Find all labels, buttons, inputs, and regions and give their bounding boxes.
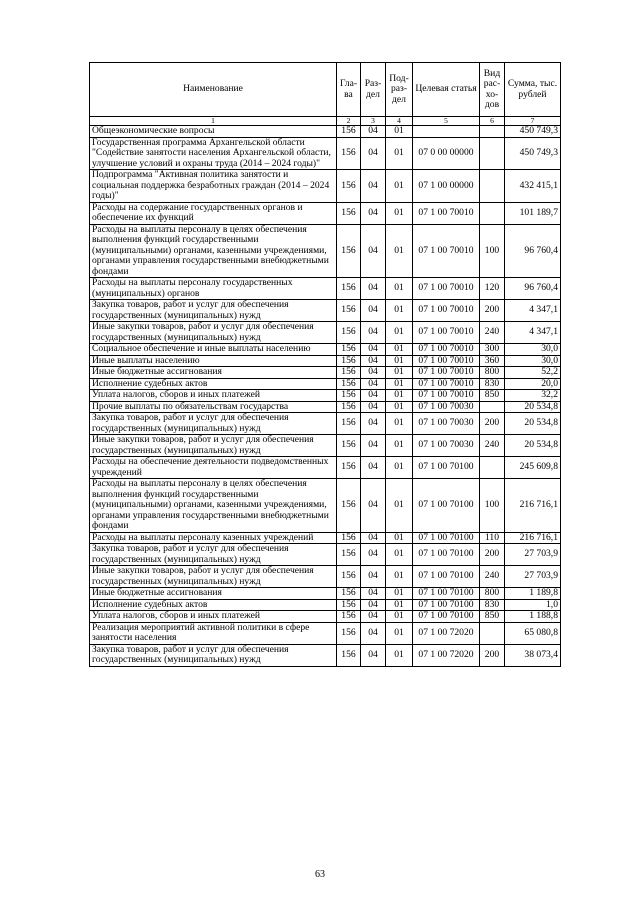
page-number: 63 bbox=[315, 869, 325, 880]
table-row bbox=[90, 566, 561, 588]
row-target: 07 1 00 70010 bbox=[413, 367, 480, 379]
row-target: 07 1 00 70100 bbox=[413, 544, 480, 566]
row-sum: 450 749,3 bbox=[505, 126, 561, 138]
row-target: 07 1 00 70010 bbox=[413, 390, 480, 402]
table-row bbox=[90, 224, 561, 278]
row-podrazdel: 01 bbox=[386, 413, 413, 435]
row-razdel: 04 bbox=[361, 599, 386, 611]
row-sum: 216 716,1 bbox=[505, 479, 561, 533]
row-glava: 156 bbox=[337, 611, 361, 623]
row-razdel: 04 bbox=[361, 611, 386, 623]
row-glava: 156 bbox=[337, 126, 361, 138]
row-sum: 38 073,4 bbox=[505, 644, 561, 666]
row-sum: 20,0 bbox=[505, 378, 561, 390]
row-target: 07 1 00 70010 bbox=[413, 378, 480, 390]
row-target: 07 1 00 70030 bbox=[413, 413, 480, 435]
row-podrazdel: 01 bbox=[386, 355, 413, 367]
row-vid: 200 bbox=[480, 544, 505, 566]
header-razdel: Раз-дел bbox=[361, 63, 386, 117]
row-sum: 1 189,8 bbox=[505, 588, 561, 600]
row-podrazdel: 01 bbox=[386, 401, 413, 413]
table-row bbox=[90, 126, 561, 138]
row-vid: 200 bbox=[480, 413, 505, 435]
row-razdel: 04 bbox=[361, 367, 386, 379]
row-sum: 27 703,9 bbox=[505, 544, 561, 566]
header-sum: Сумма, тыс. рублей bbox=[505, 63, 561, 117]
row-target: 07 1 00 70010 bbox=[413, 300, 480, 322]
row-target: 07 1 00 70010 bbox=[413, 322, 480, 344]
row-name: Закупка товаров, работ и услуг для обеспечения государственных (муниципальных) нужд bbox=[90, 644, 337, 666]
row-target: 07 1 00 70100 bbox=[413, 532, 480, 544]
row-vid: 120 bbox=[480, 278, 505, 300]
row-name: Закупка товаров, работ и услуг для обеспечения государственных (муниципальных) нужд bbox=[90, 544, 337, 566]
row-sum: 450 749,3 bbox=[505, 137, 561, 170]
row-podrazdel: 01 bbox=[386, 611, 413, 623]
row-sum: 1,0 bbox=[505, 599, 561, 611]
row-razdel: 04 bbox=[361, 544, 386, 566]
row-vid: 100 bbox=[480, 224, 505, 278]
row-target: 07 1 00 72020 bbox=[413, 644, 480, 666]
row-podrazdel: 01 bbox=[386, 532, 413, 544]
table-row bbox=[90, 202, 561, 224]
row-razdel: 04 bbox=[361, 355, 386, 367]
row-glava: 156 bbox=[337, 413, 361, 435]
row-target: 07 1 00 70100 bbox=[413, 588, 480, 600]
table-row bbox=[90, 137, 561, 170]
row-target bbox=[413, 126, 480, 138]
row-target: 07 1 00 70100 bbox=[413, 599, 480, 611]
row-vid: 200 bbox=[480, 300, 505, 322]
row-target: 07 1 00 70100 bbox=[413, 611, 480, 623]
row-vid: 800 bbox=[480, 367, 505, 379]
row-glava: 156 bbox=[337, 202, 361, 224]
row-name: Закупка товаров, работ и услуг для обеспечения государственных (муниципальных) нужд bbox=[90, 300, 337, 322]
row-razdel: 04 bbox=[361, 378, 386, 390]
table-row bbox=[90, 278, 561, 300]
row-glava: 156 bbox=[337, 278, 361, 300]
header-name: Наименование bbox=[90, 63, 337, 117]
row-podrazdel: 01 bbox=[386, 126, 413, 138]
table-body bbox=[90, 126, 561, 667]
row-name: Реализация мероприятий активной политики в сфере занятости населения bbox=[90, 622, 337, 644]
row-target: 07 0 00 00000 bbox=[413, 137, 480, 170]
row-podrazdel: 01 bbox=[386, 390, 413, 402]
row-razdel: 04 bbox=[361, 137, 386, 170]
table-row bbox=[90, 390, 561, 402]
row-glava: 156 bbox=[337, 532, 361, 544]
row-razdel: 04 bbox=[361, 457, 386, 479]
row-glava: 156 bbox=[337, 599, 361, 611]
row-target: 07 1 00 70010 bbox=[413, 344, 480, 356]
row-target: 07 1 00 70010 bbox=[413, 278, 480, 300]
row-razdel: 04 bbox=[361, 224, 386, 278]
row-podrazdel: 01 bbox=[386, 622, 413, 644]
row-glava: 156 bbox=[337, 544, 361, 566]
row-glava: 156 bbox=[337, 224, 361, 278]
table-row bbox=[90, 532, 561, 544]
budget-table bbox=[89, 62, 561, 667]
row-name: Социальное обеспечение и иные выплаты населению bbox=[90, 344, 337, 356]
row-vid: 800 bbox=[480, 588, 505, 600]
row-glava: 156 bbox=[337, 644, 361, 666]
row-razdel: 04 bbox=[361, 344, 386, 356]
table-row bbox=[90, 611, 561, 623]
row-podrazdel: 01 bbox=[386, 435, 413, 457]
row-glava: 156 bbox=[337, 137, 361, 170]
row-podrazdel: 01 bbox=[386, 588, 413, 600]
row-name: Государственная программа Архангельской области "Содействие занятости населения Архангельской области, улучшение условий и охраны труда (2014 – 2024 годы)" bbox=[90, 137, 337, 170]
row-glava: 156 bbox=[337, 300, 361, 322]
row-name: Иные выплаты населению bbox=[90, 355, 337, 367]
row-vid bbox=[480, 401, 505, 413]
table-row bbox=[90, 588, 561, 600]
row-vid bbox=[480, 202, 505, 224]
row-sum: 96 760,4 bbox=[505, 224, 561, 278]
row-target: 07 1 00 72020 bbox=[413, 622, 480, 644]
row-podrazdel: 01 bbox=[386, 344, 413, 356]
row-name: Иные закупки товаров, работ и услуг для обеспечения государственных (муниципальных) нужд bbox=[90, 322, 337, 344]
row-glava: 156 bbox=[337, 344, 361, 356]
row-vid: 240 bbox=[480, 566, 505, 588]
row-glava: 156 bbox=[337, 622, 361, 644]
row-glava: 156 bbox=[337, 322, 361, 344]
row-vid: 240 bbox=[480, 322, 505, 344]
row-glava: 156 bbox=[337, 479, 361, 533]
row-glava: 156 bbox=[337, 355, 361, 367]
header-row bbox=[90, 63, 561, 117]
row-vid: 830 bbox=[480, 599, 505, 611]
row-vid: 850 bbox=[480, 390, 505, 402]
table-row bbox=[90, 544, 561, 566]
row-name: Подпрограмма "Активная политика занятости и социальная поддержка безработных граждан (2014 – 2024 годы)" bbox=[90, 170, 337, 203]
row-razdel: 04 bbox=[361, 126, 386, 138]
row-sum: 52,2 bbox=[505, 367, 561, 379]
row-razdel: 04 bbox=[361, 532, 386, 544]
row-sum: 65 080,8 bbox=[505, 622, 561, 644]
header-vid: Вид рас-хо-дов bbox=[480, 63, 505, 117]
row-vid: 360 bbox=[480, 355, 505, 367]
table-row bbox=[90, 300, 561, 322]
column-number: 1 bbox=[90, 117, 337, 126]
row-vid: 850 bbox=[480, 611, 505, 623]
row-razdel: 04 bbox=[361, 170, 386, 203]
row-target: 07 1 00 70030 bbox=[413, 435, 480, 457]
row-vid: 110 bbox=[480, 532, 505, 544]
row-podrazdel: 01 bbox=[386, 170, 413, 203]
row-podrazdel: 01 bbox=[386, 300, 413, 322]
row-sum: 96 760,4 bbox=[505, 278, 561, 300]
row-target: 07 1 00 70100 bbox=[413, 457, 480, 479]
row-razdel: 04 bbox=[361, 202, 386, 224]
row-name: Расходы на выплаты персоналу в целях обеспечения выполнения функций государственными (муниципальными) органами, казенными учреждениями, органами управления государственными внебюджетными фондами bbox=[90, 479, 337, 533]
row-name: Закупка товаров, работ и услуг для обеспечения государственных (муниципальных) нужд bbox=[90, 413, 337, 435]
row-razdel: 04 bbox=[361, 413, 386, 435]
row-name: Иные бюджетные ассигнования bbox=[90, 367, 337, 379]
row-glava: 156 bbox=[337, 390, 361, 402]
row-name: Расходы на выплаты персоналу казенных учреждений bbox=[90, 532, 337, 544]
row-razdel: 04 bbox=[361, 479, 386, 533]
row-sum: 20 534,8 bbox=[505, 435, 561, 457]
column-number: 3 bbox=[361, 117, 386, 126]
row-name: Исполнение судебных актов bbox=[90, 378, 337, 390]
column-number: 5 bbox=[413, 117, 480, 126]
row-glava: 156 bbox=[337, 170, 361, 203]
row-podrazdel: 01 bbox=[386, 322, 413, 344]
table-row bbox=[90, 367, 561, 379]
row-razdel: 04 bbox=[361, 278, 386, 300]
row-vid: 100 bbox=[480, 479, 505, 533]
row-name: Прочие выплаты по обязательствам государства bbox=[90, 401, 337, 413]
row-sum: 27 703,9 bbox=[505, 566, 561, 588]
row-vid: 200 bbox=[480, 644, 505, 666]
column-number: 6 bbox=[480, 117, 505, 126]
row-vid bbox=[480, 170, 505, 203]
row-podrazdel: 01 bbox=[386, 202, 413, 224]
row-sum: 30,0 bbox=[505, 344, 561, 356]
row-razdel: 04 bbox=[361, 588, 386, 600]
row-sum: 30,0 bbox=[505, 355, 561, 367]
row-podrazdel: 01 bbox=[386, 367, 413, 379]
row-vid: 300 bbox=[480, 344, 505, 356]
row-podrazdel: 01 bbox=[386, 378, 413, 390]
row-razdel: 04 bbox=[361, 300, 386, 322]
row-name: Иные бюджетные ассигнования bbox=[90, 588, 337, 600]
table-row bbox=[90, 622, 561, 644]
row-sum: 4 347,1 bbox=[505, 322, 561, 344]
row-glava: 156 bbox=[337, 378, 361, 390]
table-row bbox=[90, 344, 561, 356]
table-row bbox=[90, 322, 561, 344]
row-sum: 245 609,8 bbox=[505, 457, 561, 479]
row-podrazdel: 01 bbox=[386, 224, 413, 278]
row-sum: 1 188,8 bbox=[505, 611, 561, 623]
row-razdel: 04 bbox=[361, 566, 386, 588]
table-row bbox=[90, 479, 561, 533]
row-vid: 240 bbox=[480, 435, 505, 457]
row-name: Иные закупки товаров, работ и услуг для обеспечения государственных (муниципальных) нужд bbox=[90, 435, 337, 457]
row-podrazdel: 01 bbox=[386, 278, 413, 300]
row-vid bbox=[480, 457, 505, 479]
table-row bbox=[90, 170, 561, 203]
row-name: Общеэкономические вопросы bbox=[90, 126, 337, 138]
row-sum: 4 347,1 bbox=[505, 300, 561, 322]
table-row bbox=[90, 355, 561, 367]
header-target: Целевая статья bbox=[413, 63, 480, 117]
row-target: 07 1 00 70010 bbox=[413, 355, 480, 367]
row-name: Уплата налогов, сборов и иных платежей bbox=[90, 611, 337, 623]
row-name: Расходы на выплаты персоналу в целях обеспечения выполнения функций государственными (муниципальными) органами, казенными учреждениями, органами управления государственными внебюджетными фондами bbox=[90, 224, 337, 278]
table-row bbox=[90, 378, 561, 390]
row-podrazdel: 01 bbox=[386, 599, 413, 611]
row-vid bbox=[480, 137, 505, 170]
row-glava: 156 bbox=[337, 401, 361, 413]
row-sum: 432 415,1 bbox=[505, 170, 561, 203]
row-podrazdel: 01 bbox=[386, 137, 413, 170]
row-target: 07 1 00 70100 bbox=[413, 479, 480, 533]
column-number: 4 bbox=[386, 117, 413, 126]
row-podrazdel: 01 bbox=[386, 566, 413, 588]
row-razdel: 04 bbox=[361, 390, 386, 402]
row-name: Исполнение судебных актов bbox=[90, 599, 337, 611]
column-number: 7 bbox=[505, 117, 561, 126]
row-target: 07 1 00 70030 bbox=[413, 401, 480, 413]
header-glava: Гла-ва bbox=[337, 63, 361, 117]
row-target: 07 1 00 70010 bbox=[413, 224, 480, 278]
table-row bbox=[90, 644, 561, 666]
table-row bbox=[90, 457, 561, 479]
row-razdel: 04 bbox=[361, 322, 386, 344]
row-glava: 156 bbox=[337, 367, 361, 379]
row-sum: 216 716,1 bbox=[505, 532, 561, 544]
row-vid bbox=[480, 622, 505, 644]
row-razdel: 04 bbox=[361, 622, 386, 644]
table-row bbox=[90, 413, 561, 435]
row-target: 07 1 00 00000 bbox=[413, 170, 480, 203]
row-glava: 156 bbox=[337, 435, 361, 457]
row-sum: 20 534,8 bbox=[505, 413, 561, 435]
row-podrazdel: 01 bbox=[386, 457, 413, 479]
row-podrazdel: 01 bbox=[386, 644, 413, 666]
row-glava: 156 bbox=[337, 588, 361, 600]
header-podrazdel: Под-раз-дел bbox=[386, 63, 413, 117]
row-sum: 20 534,8 bbox=[505, 401, 561, 413]
row-name: Расходы на выплаты персоналу государственных (муниципальных) органов bbox=[90, 278, 337, 300]
row-sum: 32,2 bbox=[505, 390, 561, 402]
row-name: Расходы на обеспечение деятельности подведомственных учреждений bbox=[90, 457, 337, 479]
row-podrazdel: 01 bbox=[386, 479, 413, 533]
row-vid: 830 bbox=[480, 378, 505, 390]
row-name: Иные закупки товаров, работ и услуг для обеспечения государственных (муниципальных) нужд bbox=[90, 566, 337, 588]
column-number: 2 bbox=[337, 117, 361, 126]
row-name: Расходы на содержание государственных органов и обеспечение их функций bbox=[90, 202, 337, 224]
table-row bbox=[90, 435, 561, 457]
row-razdel: 04 bbox=[361, 435, 386, 457]
row-glava: 156 bbox=[337, 457, 361, 479]
row-sum: 101 189,7 bbox=[505, 202, 561, 224]
row-vid bbox=[480, 126, 505, 138]
row-target: 07 1 00 70100 bbox=[413, 566, 480, 588]
row-podrazdel: 01 bbox=[386, 544, 413, 566]
row-glava: 156 bbox=[337, 566, 361, 588]
table-row bbox=[90, 401, 561, 413]
row-razdel: 04 bbox=[361, 401, 386, 413]
table-row bbox=[90, 599, 561, 611]
row-name: Уплата налогов, сборов и иных платежей bbox=[90, 390, 337, 402]
row-target: 07 1 00 70010 bbox=[413, 202, 480, 224]
row-razdel: 04 bbox=[361, 644, 386, 666]
